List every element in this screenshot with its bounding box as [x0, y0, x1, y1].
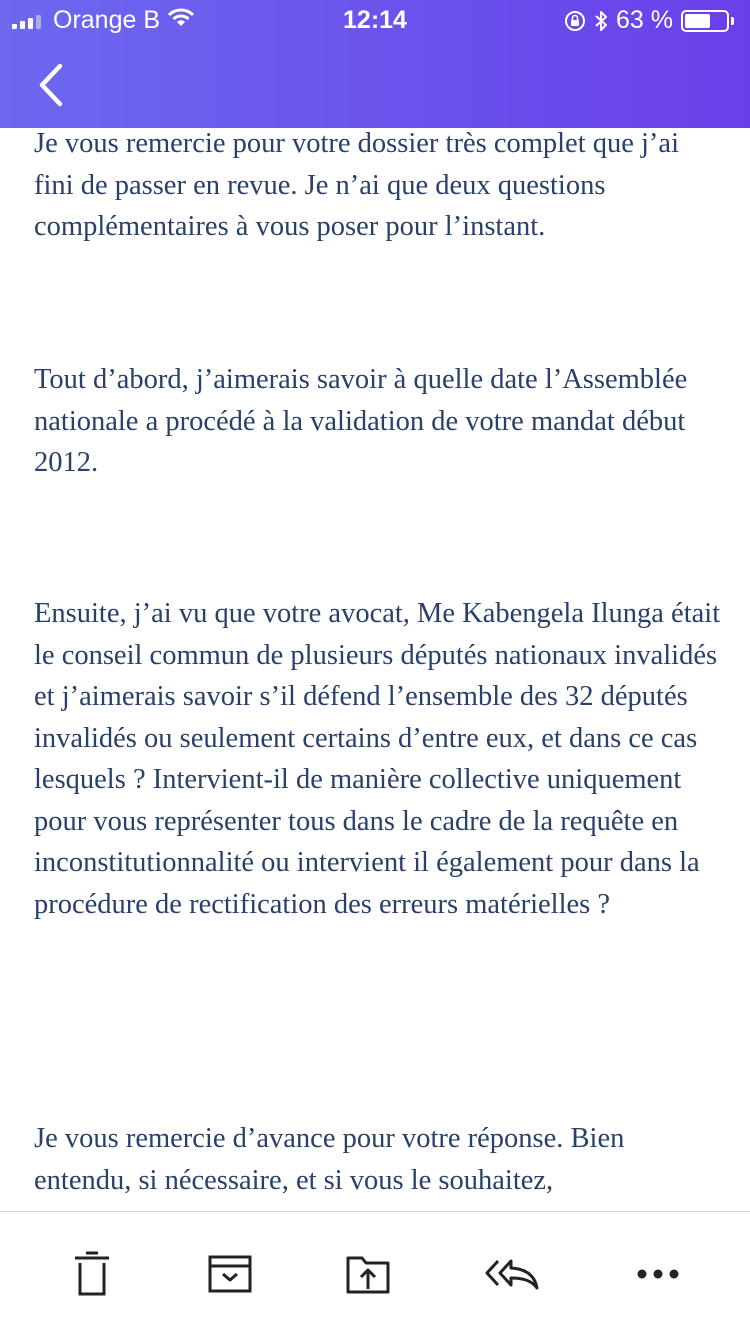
archive-button[interactable]: [200, 1244, 260, 1304]
bottom-toolbar: [0, 1211, 750, 1335]
message-paragraph: Je vous remercie d’avance pour votre réponse. Bien entendu, si nécessaire, et si vous le souhaitez,: [34, 1123, 625, 1196]
more-button[interactable]: [628, 1244, 688, 1304]
move-button[interactable]: [338, 1244, 398, 1304]
delete-button[interactable]: [62, 1244, 122, 1304]
app-header: [0, 0, 750, 128]
message-paragraph: Ensuite, j’ai vu que votre avocat, Me Kabengela Ilunga était le conseil commun de plusieurs députés nationaux invalidés et j’aimerais savoir s’il défend l’ensemble des 32 députés invalidés ou seulement certains d’entre eux, et dans ce cas lesquels ? Intervient-il de manière collective uniquement pour vous représenter tous dans le cadre de la requête en inconstitutionnalité ou intervient il également pour dans la procédure de rectification des erreurs matérielles ?: [34, 598, 721, 920]
clock: 12:14: [343, 6, 407, 34]
battery-level: [685, 14, 710, 28]
bluetooth-icon: [594, 10, 608, 32]
chevron-left-icon: [36, 62, 66, 108]
battery-percent: 63 %: [616, 6, 673, 34]
reply-all-button[interactable]: [482, 1244, 542, 1304]
status-bar: [0, 0, 750, 42]
battery-icon: [681, 10, 729, 32]
back-button[interactable]: [36, 55, 92, 115]
message-body: [0, 128, 750, 1211]
carrier-name: Orange B: [53, 6, 161, 34]
message-paragraph: Tout d’abord, j’aimerais savoir à quelle date l’Assemblée nationale a procédé à la validation de votre mandat début 2012.: [34, 364, 688, 478]
archive-icon: [207, 1254, 253, 1294]
trash-icon: [73, 1251, 111, 1297]
message-paragraph: Je vous remercie pour votre dossier très complet que j’ai fini de passer en revue. Je n’ai que deux questions complémentaires à vous poser pour l’instant.: [34, 128, 679, 242]
move-to-folder-icon: [345, 1253, 391, 1295]
orientation-lock-icon: [564, 10, 586, 32]
battery-tip: [731, 17, 734, 25]
more-icon: [636, 1268, 680, 1280]
reply-all-icon: [484, 1257, 540, 1291]
status-right: [564, 6, 734, 35]
